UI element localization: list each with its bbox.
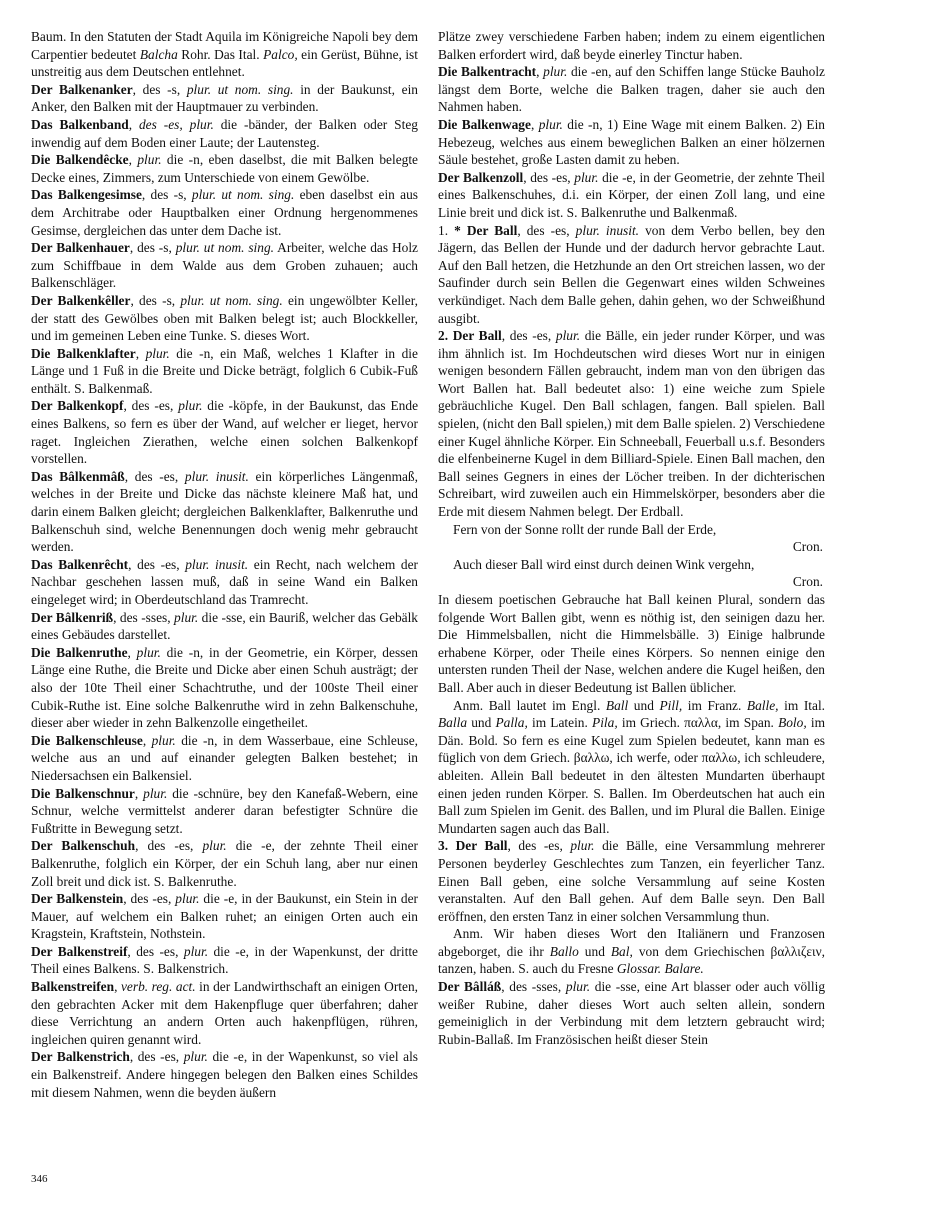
- italic-text: Balla: [438, 715, 468, 731]
- entry-text: die -bänder, der Balken oder Steg inwendig auf dem Boden einer Laute; der Lautensteg.: [31, 116, 418, 150]
- entry-text: die -n, ein Maß, welches 1 Klafter in die Länge und 1 Fuß in die Breite und Dicke beträgt, folglich 6 Cubik-Fuß enthält. S. Balkenmaß.: [31, 345, 418, 396]
- dictionary-entry: [438, 169, 825, 222]
- italic-text: plur.: [570, 838, 595, 854]
- italic-text: plur.: [175, 891, 200, 907]
- entry-text: Anm. Ball lautet im Engl.: [453, 697, 606, 713]
- entry-text: , des -es,: [128, 556, 186, 572]
- entry-text: im Latein.: [527, 715, 593, 731]
- entry-text: die -en, auf den Schiffen lange Stücke Bauholz längst dem Borte, welche die Balken tragen, daher sie auch den Nahmen haben.: [438, 64, 825, 115]
- entry-text: , des -es,: [124, 468, 185, 484]
- dictionary-entry: [31, 116, 418, 151]
- headword: Balkenstreifen: [31, 979, 115, 995]
- italic-text: plur. ut nom. sing.: [191, 187, 295, 203]
- dictionary-entry: [31, 186, 418, 239]
- italic-text: Balcha: [139, 46, 178, 62]
- entry-text: Cron.: [792, 574, 823, 590]
- dictionary-entry: [31, 556, 418, 609]
- entry-text: , des -es,: [123, 891, 176, 907]
- entry-text: die -sse, eine Art blasser oder auch völlig weißer Rubine, daher dieses Wort auch selten allein, sondern gemeiniglich in der Verbindung mit dem letztern gebraucht wird; Rubin-Ballaß. Im Französischen heißt dieser Stein: [438, 979, 826, 1047]
- dictionary-entry: [31, 1048, 418, 1101]
- headword: Die Balkendêcke: [31, 152, 129, 168]
- citation-source: [438, 573, 825, 591]
- entry-text: in der Baukunst, ein Anker, den Balken mit der Hauptmauer zu verbinden.: [31, 81, 418, 115]
- italic-text: plur. inusit.: [575, 222, 640, 238]
- italic-text: plur. ut nom. sing.: [175, 240, 275, 256]
- page-number: 346: [31, 1173, 48, 1185]
- entry-text: die -e, der zehnte Theil einer Balkenruthe, folglich ein Körper, der ein Schuh lang, aber nur einen Zoll breit und dick ist. S. Balkenruthe.: [31, 838, 418, 889]
- headword: Die Balkenwage: [438, 116, 531, 132]
- entry-text: die Bälle, eine Versammlung mehrerer Personen beyderley Geschlechtes zum Tanzen, ein feyerlicher Tanz. Einen Ball geben, eine solche Versammlung auf seine Kosten veranstalten. Auf den Ball gehen. Auf dem Balle seyn. Den Ball eröffnen, den ersten Tanz in einer solchen Versammlung thun.: [438, 838, 826, 924]
- dictionary-entry: [31, 151, 418, 186]
- dictionary-entry: [31, 978, 418, 1048]
- citation-source: [438, 538, 825, 556]
- entry-text: ,: [142, 732, 152, 748]
- headword: Der Balkenzoll: [438, 169, 524, 185]
- headword: Der Balkenkopf: [31, 398, 124, 414]
- italic-text: Bolo,: [778, 715, 807, 731]
- entry-text: ein ungewölbter Keller, der statt des Gewölbes oben mit Balken belegt ist; auch Blockkeller, und im gemeinen Leben eine Tunke. S. dieses Wort.: [31, 292, 418, 344]
- dictionary-entry: [31, 397, 418, 467]
- dictionary-entry: [31, 785, 418, 838]
- dictionary-entry: [31, 943, 418, 978]
- entry-text: ein Gerüst, Bühne, ist unstreitig aus dem Deutschen entlehnet.: [31, 46, 418, 80]
- entry-text: im Griech. παλλα, im Span.: [617, 715, 779, 731]
- headword: Der Balkenstrich: [31, 1049, 130, 1065]
- entry-text: ,: [135, 345, 146, 361]
- italic-text: plur.: [538, 116, 563, 132]
- entry-text: , des -es,: [129, 1049, 184, 1065]
- italic-text: plur.: [143, 785, 168, 801]
- dictionary-entry: [31, 609, 418, 644]
- entry-text: die -n, eben daselbst, die mit Balken belegte Decke eines, Zimmers, zum Unterschiede von einem Gewölbe.: [31, 152, 418, 185]
- entry-text: ,: [114, 979, 121, 995]
- italic-text: Ball: [605, 697, 629, 713]
- entry-text: , des -es,: [517, 222, 576, 238]
- entry-text: und: [628, 697, 660, 713]
- dictionary-entry: [438, 925, 825, 978]
- entry-text: , des -es,: [123, 398, 179, 414]
- dictionary-entry: [31, 239, 418, 292]
- dictionary-entry: [31, 28, 418, 81]
- entry-text: Rohr. Das Ital.: [177, 46, 264, 62]
- entry-text: und: [467, 715, 496, 731]
- headword: Das Balkenrêcht: [31, 556, 129, 572]
- entry-text: die -e, in der Wapenkunst, der dritte Theil eines Balkens. S. Balkenstrich.: [31, 943, 418, 977]
- italic-text: Bal,: [610, 943, 633, 959]
- entry-text: 1.: [438, 222, 455, 238]
- dictionary-entry: [31, 345, 418, 398]
- headword: * Der Ball: [454, 222, 518, 238]
- entry-text: Baum. In den Statuten der Stadt Aquila im Königreiche Napoli bey dem Carpentier bedeutet: [31, 29, 418, 62]
- entry-text: die -sse, ein Bauriß, welcher das Gebälk eines Gebäudes darstellet.: [31, 609, 418, 643]
- entry-text: im Ital.: [778, 697, 826, 713]
- entry-text: die -e, in der Geometrie, der zehnte Theil eines Balkenschuhes, d.i. ein Körper, der einen Zoll lang, und eine Linie breit und dick ist. S. Balkenruthe und Balkenmaß.: [438, 169, 826, 220]
- headword: Die Balkenschleuse: [31, 732, 143, 748]
- italic-text: plur.: [565, 979, 591, 995]
- headword: 3. Der Ball: [438, 838, 508, 854]
- dictionary-entry: [438, 28, 825, 63]
- dictionary-entry: [438, 63, 825, 116]
- italic-text: plur. inusit.: [184, 468, 249, 484]
- entry-text: , des -sses,: [113, 609, 175, 625]
- entry-text: Auch dieser Ball wird einst durch deinen Wink vergehn,: [453, 556, 755, 572]
- entry-text: Plätze zwey verschiedene Farben haben; indem zu einem eigentlichen Balken erfordert wird, daß beyde einerley Tinctur haben.: [438, 29, 825, 62]
- entry-text: , des -es,: [501, 328, 556, 344]
- headword: Das Balkenband: [31, 116, 129, 132]
- dictionary-entry: [31, 732, 418, 785]
- italic-text: des -es, plur.: [138, 116, 214, 132]
- italic-text: Glossar. Balare.: [616, 961, 704, 977]
- dictionary-entry: [31, 837, 418, 890]
- verse-line: [438, 556, 825, 574]
- italic-text: plur.: [555, 328, 581, 344]
- entry-text: ,: [536, 64, 544, 80]
- verse-line: [438, 521, 825, 539]
- italic-text: plur.: [137, 152, 162, 168]
- italic-text: Balle,: [746, 697, 779, 713]
- italic-text: plur.: [174, 609, 199, 625]
- entry-text: In diesem poetischen Gebrauche hat Ball keinen Plural, sondern das folgende Wort Ballen gibt, wenn es nöthig ist, den seinigen dazu her. Die Himmelsballen, nicht die Himmelsbälle. 3) Einige halbrunde erhabene Körper, oder Theile eines Körpers. So nennen einige den untersten runden Theil der Nase, welchen andere die Kugel heißen, den Ball. Aber auch in dieser Bedeutung ist Ballen üblicher.: [438, 592, 825, 695]
- dictionary-entry: [31, 81, 418, 116]
- headword: Der Balkenanker: [31, 81, 133, 97]
- headword: Der Balkenstreif: [31, 943, 128, 959]
- entry-text: die -n, in dem Wasserbaue, eine Schleuse, welche aus an und auf einander gelegten Balken bestehet; in Niedersachsen ein Balkensiel.: [31, 732, 419, 783]
- entry-text: , des -es,: [135, 838, 203, 854]
- headword: Die Balkenruthe: [31, 644, 128, 660]
- headword: Die Balkenschnur: [31, 785, 135, 801]
- italic-text: plur.: [178, 398, 203, 414]
- italic-text: plur. inusit.: [185, 556, 249, 572]
- headword: Das Bâlkenmâß: [31, 468, 125, 484]
- entry-text: und: [578, 943, 611, 959]
- dictionary-entry: [438, 697, 825, 838]
- left-column: [31, 28, 418, 1101]
- italic-text: plur.: [151, 732, 176, 748]
- entry-text: von dem Griechischen βαλλιζειν, tanzen, haben. S. auch du Fresne: [438, 943, 825, 977]
- entry-text: , des -s,: [129, 240, 176, 256]
- entry-text: Fern von der Sonne rollt der runde Ball der Erde,: [453, 521, 717, 537]
- headword: Das Balkengesimse: [31, 187, 142, 203]
- entry-text: von dem Verbo bellen, bey den Jägern, das Bellen der Hunde und der dadurch hervor gebrachte Laut. Auf den Ball hetzen, die Hetzhunde an den Ort streichen lassen, wo der Saufinder durch sein Bellen die Gegenwart eines wilden Schweines verkündiget. Nach dem Balle gehen, dahin gehen, wo der Schweißhund ausgibt.: [438, 222, 825, 326]
- entry-text: ,: [127, 644, 137, 660]
- entry-text: Arbeiter, welche das Holz zum Schiffbaue in dem Walde aus dem Groben zuhauen; auch Balkenschläger.: [31, 240, 418, 291]
- headword: Die Balkentracht: [438, 64, 537, 80]
- headword: Der Balkenschuh: [31, 838, 136, 854]
- entry-text: , des -es,: [523, 169, 575, 185]
- italic-text: plur.: [145, 345, 170, 361]
- entry-text: eben daselbst ein aus dem Architrabe oder Hauptbalken einer Ordnung hergenommenes Gesimse, dergleichen das unter dem Dache ist.: [31, 187, 418, 238]
- dictionary-entry: [31, 292, 418, 345]
- italic-text: plur.: [183, 1049, 208, 1065]
- headword: 2. Der Ball: [438, 328, 502, 344]
- entry-text: ein Recht, nach welchem der Nachbar geschehen lassen muß, daß in seine Wand ein Balken eingeleget wird; in Oberdeutschland das Tramrecht.: [31, 556, 418, 607]
- italic-text: plur.: [543, 64, 568, 80]
- italic-text: plur.: [574, 169, 599, 185]
- entry-text: Anm. Wir haben dieses Wort den Italiänern und Franzosen abgeborget, die ihr: [438, 926, 825, 959]
- dictionary-entry: [438, 591, 825, 697]
- entry-text: die -e, in der Baukunst, ein Stein in der Mauer, auf welchem ein Balken ruhet; an einigen Orten auch ein Kragstein, Kraftstein, Nothstein.: [31, 891, 419, 942]
- dictionary-entry: [438, 116, 825, 169]
- italic-text: plur. ut nom. sing.: [186, 81, 294, 97]
- headword: Der Bâlláß: [438, 979, 502, 995]
- entry-text: in der Landwirthschaft an einigen Orten, den gebrachten Acker mit dem Hakenpfluge quer überfahren; daher diese Verrichtung an andern Orten auch hakenpflügen, rühren, ingleichen quiren genannt wird.: [31, 979, 418, 1047]
- italic-text: Pill,: [659, 697, 683, 713]
- headword: Der Balkenstein: [31, 891, 124, 907]
- entry-text: die -n, 1) Eine Wage mit einem Balken. 2) Ein Hebezeug, welches aus einem beweglichen Balken an einer hölzernen Säule bestehet, große Lasten damit zu heben.: [438, 116, 826, 168]
- right-column: [438, 28, 825, 1048]
- entry-text: , des -es,: [507, 838, 571, 854]
- entry-text: die -n, in der Geometrie, ein Körper, dessen Länge eine Ruthe, die Breite und Dicke aber einen Schuh austrägt; der also der 10te Theil einer Schachtruthe, und der 100ste Theil einer Cubik-Ruthe ist. Eine solche Balkenruthe wird in zehn Balkenschuhe, dieser aber wieder in zehn Balkenzolle eingetheilet.: [31, 644, 419, 731]
- dictionary-entry: [438, 222, 825, 328]
- italic-text: verb. reg. act.: [120, 979, 196, 995]
- italic-text: plur.: [183, 943, 209, 959]
- entry-text: die Bälle, ein jeder runder Körper, und was ihm ähnlich ist. Im Hochdeutschen wird dieses Wort nur in einigen wenigen besondern Fällen gebraucht, indem man von den übrigen das Wort Ballen hat. Ball bedeutet also: 1) eine weiche zum Spiele gebräuchliche Kugel. Den Ball schlagen, fangen. Ball spielen. Ball spielen, (nicht den Ball spielen,) mit dem Balle spielen. 2) Verschiedene einer Kugel ähnliche Körper. Ein Schneeball, Feuerball u.s.f. Besonders die elfenbeinerne Kugel in dem Billiard-Spiele. Einen Ball machen, den Ball seines Gegners in eines der Löcher treiben. In der dichterischen Schreibart, wird zuweilen auch ein Himmelskörper, besonders aber die Erde mit diesem Nahmen belegt. Der Erdball.: [438, 328, 826, 520]
- entry-text: , des -es,: [127, 943, 184, 959]
- entry-text: die -köpfe, in der Baukunst, das Ende eines Balkens, so fern es über der Wand, auf welcher er lieget, hervor raget. Ingleichen Zierathen, welche einen solchen Balkenkopf vorstellen.: [31, 398, 419, 467]
- italic-text: Palla,: [495, 715, 528, 731]
- entry-text: ,: [128, 152, 138, 168]
- headword: Die Balkenklafter: [31, 345, 136, 361]
- dictionary-entry: [31, 468, 418, 556]
- entry-text: die -schnüre, bey den Kanefaß-Webern, eine Schnur, welche vermittelst anderer daran befestigter Schnüre die Fußtritte in Bewegung setzt.: [31, 785, 419, 836]
- entry-text: , des -s,: [132, 81, 187, 97]
- entry-text: , des -s,: [141, 187, 192, 203]
- dictionary-entry: [438, 837, 825, 925]
- entry-text: die -e, in der Wapenkunst, so viel als ein Balkenstreif. Andere hingegen belegen den Balken eines Schildes mit diesem Nahmen, wenn die beyden äußern: [31, 1049, 419, 1100]
- italic-text: plur.: [136, 644, 161, 660]
- entry-text: ,: [128, 116, 139, 132]
- italic-text: plur. ut nom. sing.: [180, 292, 283, 308]
- entry-text: im Franz.: [682, 697, 747, 713]
- entry-text: ,: [530, 116, 539, 132]
- italic-text: Pila,: [592, 715, 618, 731]
- entry-text: im Dän. Bold. So fern es eine Kugel zum Spielen bedeutet, kann man es füglich von dem Griech. βαλλω, ich werfe, oder παλλω, ich schleudere, ableiten. Allein Ball bedeutet in den ältesten Mundarten überhaupt einen jeden runden Körper. S. Ballen. Im Oberdeutschen hat auch ein Ball zum Spielen im Genit. des Ballen, und im Plural die Ballen. Einige Mundarten sagen auch das Ball.: [438, 715, 826, 836]
- italic-text: Palco,: [263, 46, 298, 62]
- dictionary-entry: [438, 327, 825, 521]
- entry-text: ,: [134, 785, 144, 801]
- headword: Der Balkenkêller: [31, 292, 131, 308]
- headword: Der Balkenhauer: [31, 240, 130, 256]
- entry-text: , des -sses,: [501, 979, 566, 995]
- headword: Der Bâlkenriß: [31, 609, 114, 625]
- italic-text: Ballo: [549, 943, 579, 959]
- italic-text: plur.: [202, 838, 227, 854]
- dictionary-entry: [31, 890, 418, 943]
- dictionary-entry: [31, 644, 418, 732]
- entry-text: ein körperliches Längenmaß, welches in der Breite und Dicke das nächste kleinere Maß hat, und darin einem Balken gleicht; dergleichen Balkenklafter, Balkenruthe und Balkenschuh sind, welche Benennungen doch wenig mehr gebraucht werden.: [31, 468, 418, 555]
- entry-text: , des -s,: [130, 292, 181, 308]
- entry-text: Cron.: [792, 539, 823, 555]
- dictionary-entry: [438, 978, 825, 1048]
